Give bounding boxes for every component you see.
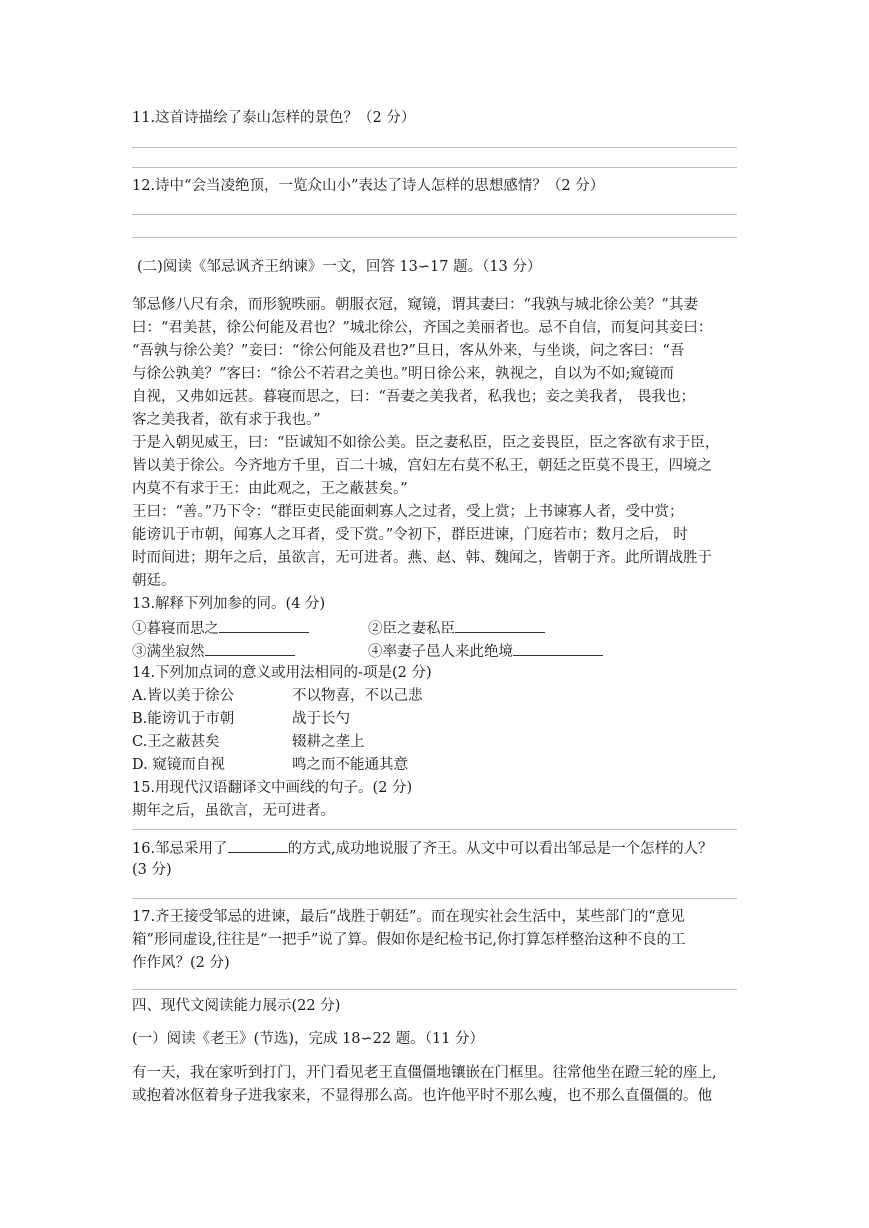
passage-line: 皆以美于徐公。今齐地方千里，百二十城，宫妇左右莫不私王，朝廷之臣莫不畏王，四境之 bbox=[132, 458, 712, 474]
passage-line: 有一天，我在家听到打门，开门看见老王直僵僵地镶嵌在门框里。往常他坐在蹬三轮的座上, bbox=[132, 1065, 717, 1081]
fill-blank[interactable] bbox=[228, 836, 288, 853]
passage-line: 与徐公孰美？”客曰：“徐公不若君之美也。”明日徐公来，孰视之，自以为不如;窥镜而 bbox=[132, 366, 674, 382]
q13-option-4: ④率妻子邑人来此绝境 bbox=[368, 639, 603, 663]
q13-option-2: ②臣之妻私臣 bbox=[368, 616, 545, 640]
q14-choice-a[interactable]: A.皆以美于徐公 bbox=[132, 688, 235, 704]
passage-line: 曰：“君美甚，徐公何能及君也？”城北徐公，齐国之美丽者也。忌不自信，而复问其妾曰： bbox=[132, 320, 713, 336]
q14-choice-c-compare: 辍耕之垄上 bbox=[292, 734, 365, 750]
section-subheading: (一）阅读《老王》(节选)，完成 18∽22 题。（11 分） bbox=[132, 1031, 485, 1047]
fill-blank[interactable] bbox=[205, 639, 295, 656]
question-17-line: 箱”形同虚设,往往是“一把手”说了算。假如你是纪检书记,你打算怎样整治这种不良的工 bbox=[132, 932, 686, 948]
answer-line bbox=[132, 898, 737, 899]
question-13: 13.解释下列加参的同。(4 分) bbox=[132, 596, 326, 612]
answer-line bbox=[132, 829, 737, 830]
question-17-line: 17.齐王接受邹忌的进谏，最后“战胜于朝廷”。而在现实社会生活中，某些部门的“意见 bbox=[132, 909, 685, 925]
section-heading: 四、现代文阅读能力展示(22 分) bbox=[132, 998, 341, 1014]
passage-line: 或抱着冰伛着身子进我家来，不显得那么高。也许他平时不那么瘦，也不那么直僵僵的。他 bbox=[132, 1088, 712, 1104]
passage-line: 时而间进；期年之后，虽欲言，无可进者。燕、赵、韩、魏闻之，皆朝于齐。此所谓战胜于 bbox=[132, 550, 712, 566]
fill-blank[interactable] bbox=[513, 639, 603, 656]
q13-option-3: ③满坐寂然 bbox=[132, 639, 295, 663]
answer-line bbox=[132, 147, 737, 148]
passage-line: “吾孰与徐公美？”妾曰：“徐公何能及君也?”旦日，客从外来，与坐谈，问之客曰：“吾 bbox=[132, 343, 685, 359]
underlined-sentence: 期年之后，虽欲言，无可进者。 bbox=[132, 803, 335, 819]
passage-line: 于是入朝见威王，曰：“臣诚知不如徐公美。臣之妻私臣，臣之妾畏臣，臣之客欲有求于臣， bbox=[132, 435, 720, 451]
q14-choice-b[interactable]: B.能谤讥于市朝 bbox=[132, 711, 235, 727]
passage-line: 内莫不有求于王：由此观之，王之蔽甚矣。” bbox=[132, 481, 408, 497]
question-17-line: 作作风？(2 分) bbox=[132, 955, 230, 971]
q13-option-1: ①暮寝而思之 bbox=[132, 616, 309, 640]
question-11: 11.这首诗描绘了泰山怎样的景色？（2 分） bbox=[132, 110, 416, 126]
answer-line bbox=[132, 237, 737, 238]
passage-line: 王曰：“善。”乃下令：“群臣吏民能面刺寡人之过者，受上赏；上书谏寡人者，受中赏； bbox=[132, 504, 684, 520]
passage-line: 朝廷。 bbox=[132, 573, 176, 589]
passage-line: 客之美我者，欲有求于我也。” bbox=[132, 412, 321, 428]
q14-choice-a-compare: 不以物喜，不以己悲 bbox=[292, 688, 423, 704]
answer-line bbox=[132, 214, 737, 215]
passage-line: 自视，又弗如远甚。暮寝而思之，曰：“吾妻之美我者，私我也；妾之美我者， 畏我也； bbox=[132, 389, 696, 405]
fill-blank[interactable] bbox=[219, 616, 309, 633]
q14-choice-b-compare: 战于长勺 bbox=[292, 711, 350, 727]
q14-choice-c[interactable]: C.王之蔽甚矣 bbox=[132, 734, 220, 750]
answer-line bbox=[132, 167, 737, 168]
question-14: 14.下列加点词的意义或用法相同的-项是(2 分) bbox=[132, 665, 432, 681]
q14-choice-d[interactable]: D. 窥镜而自视 bbox=[132, 757, 225, 773]
question-16: 16.邹忌采用了 的方式,成功地说服了齐王。从文中可以看出邹忌是一个怎样的人？ bbox=[132, 836, 713, 860]
fill-blank[interactable] bbox=[455, 616, 545, 633]
question-12: 12.诗中“会当凌绝顶，一览众山小”表达了诗人怎样的思想感情？（2 分） bbox=[132, 178, 605, 194]
passage-line: 能谤讥于市朝，闻寡人之耳者，受下赏。”令初下，群臣进谏，门庭若市；数月之后， 时 bbox=[132, 527, 688, 543]
question-15: 15.用现代汉语翻译文中画线的句子。(2 分) bbox=[132, 780, 413, 796]
q14-choice-d-compare: 鸣之而不能通其意 bbox=[292, 757, 408, 773]
question-16-score: (3 分) bbox=[132, 862, 172, 878]
section-heading: (二)阅读《邹忌讽齐王纳谏》一文，回答 13∽17 题。（13 分） bbox=[137, 259, 542, 275]
answer-line bbox=[132, 989, 737, 990]
passage-line: 邹忌修八尺有余，而形貌昳丽。朝服衣冠，窥镜，谓其妻曰：“我孰与城北徐公美？”其妻 bbox=[132, 297, 698, 313]
